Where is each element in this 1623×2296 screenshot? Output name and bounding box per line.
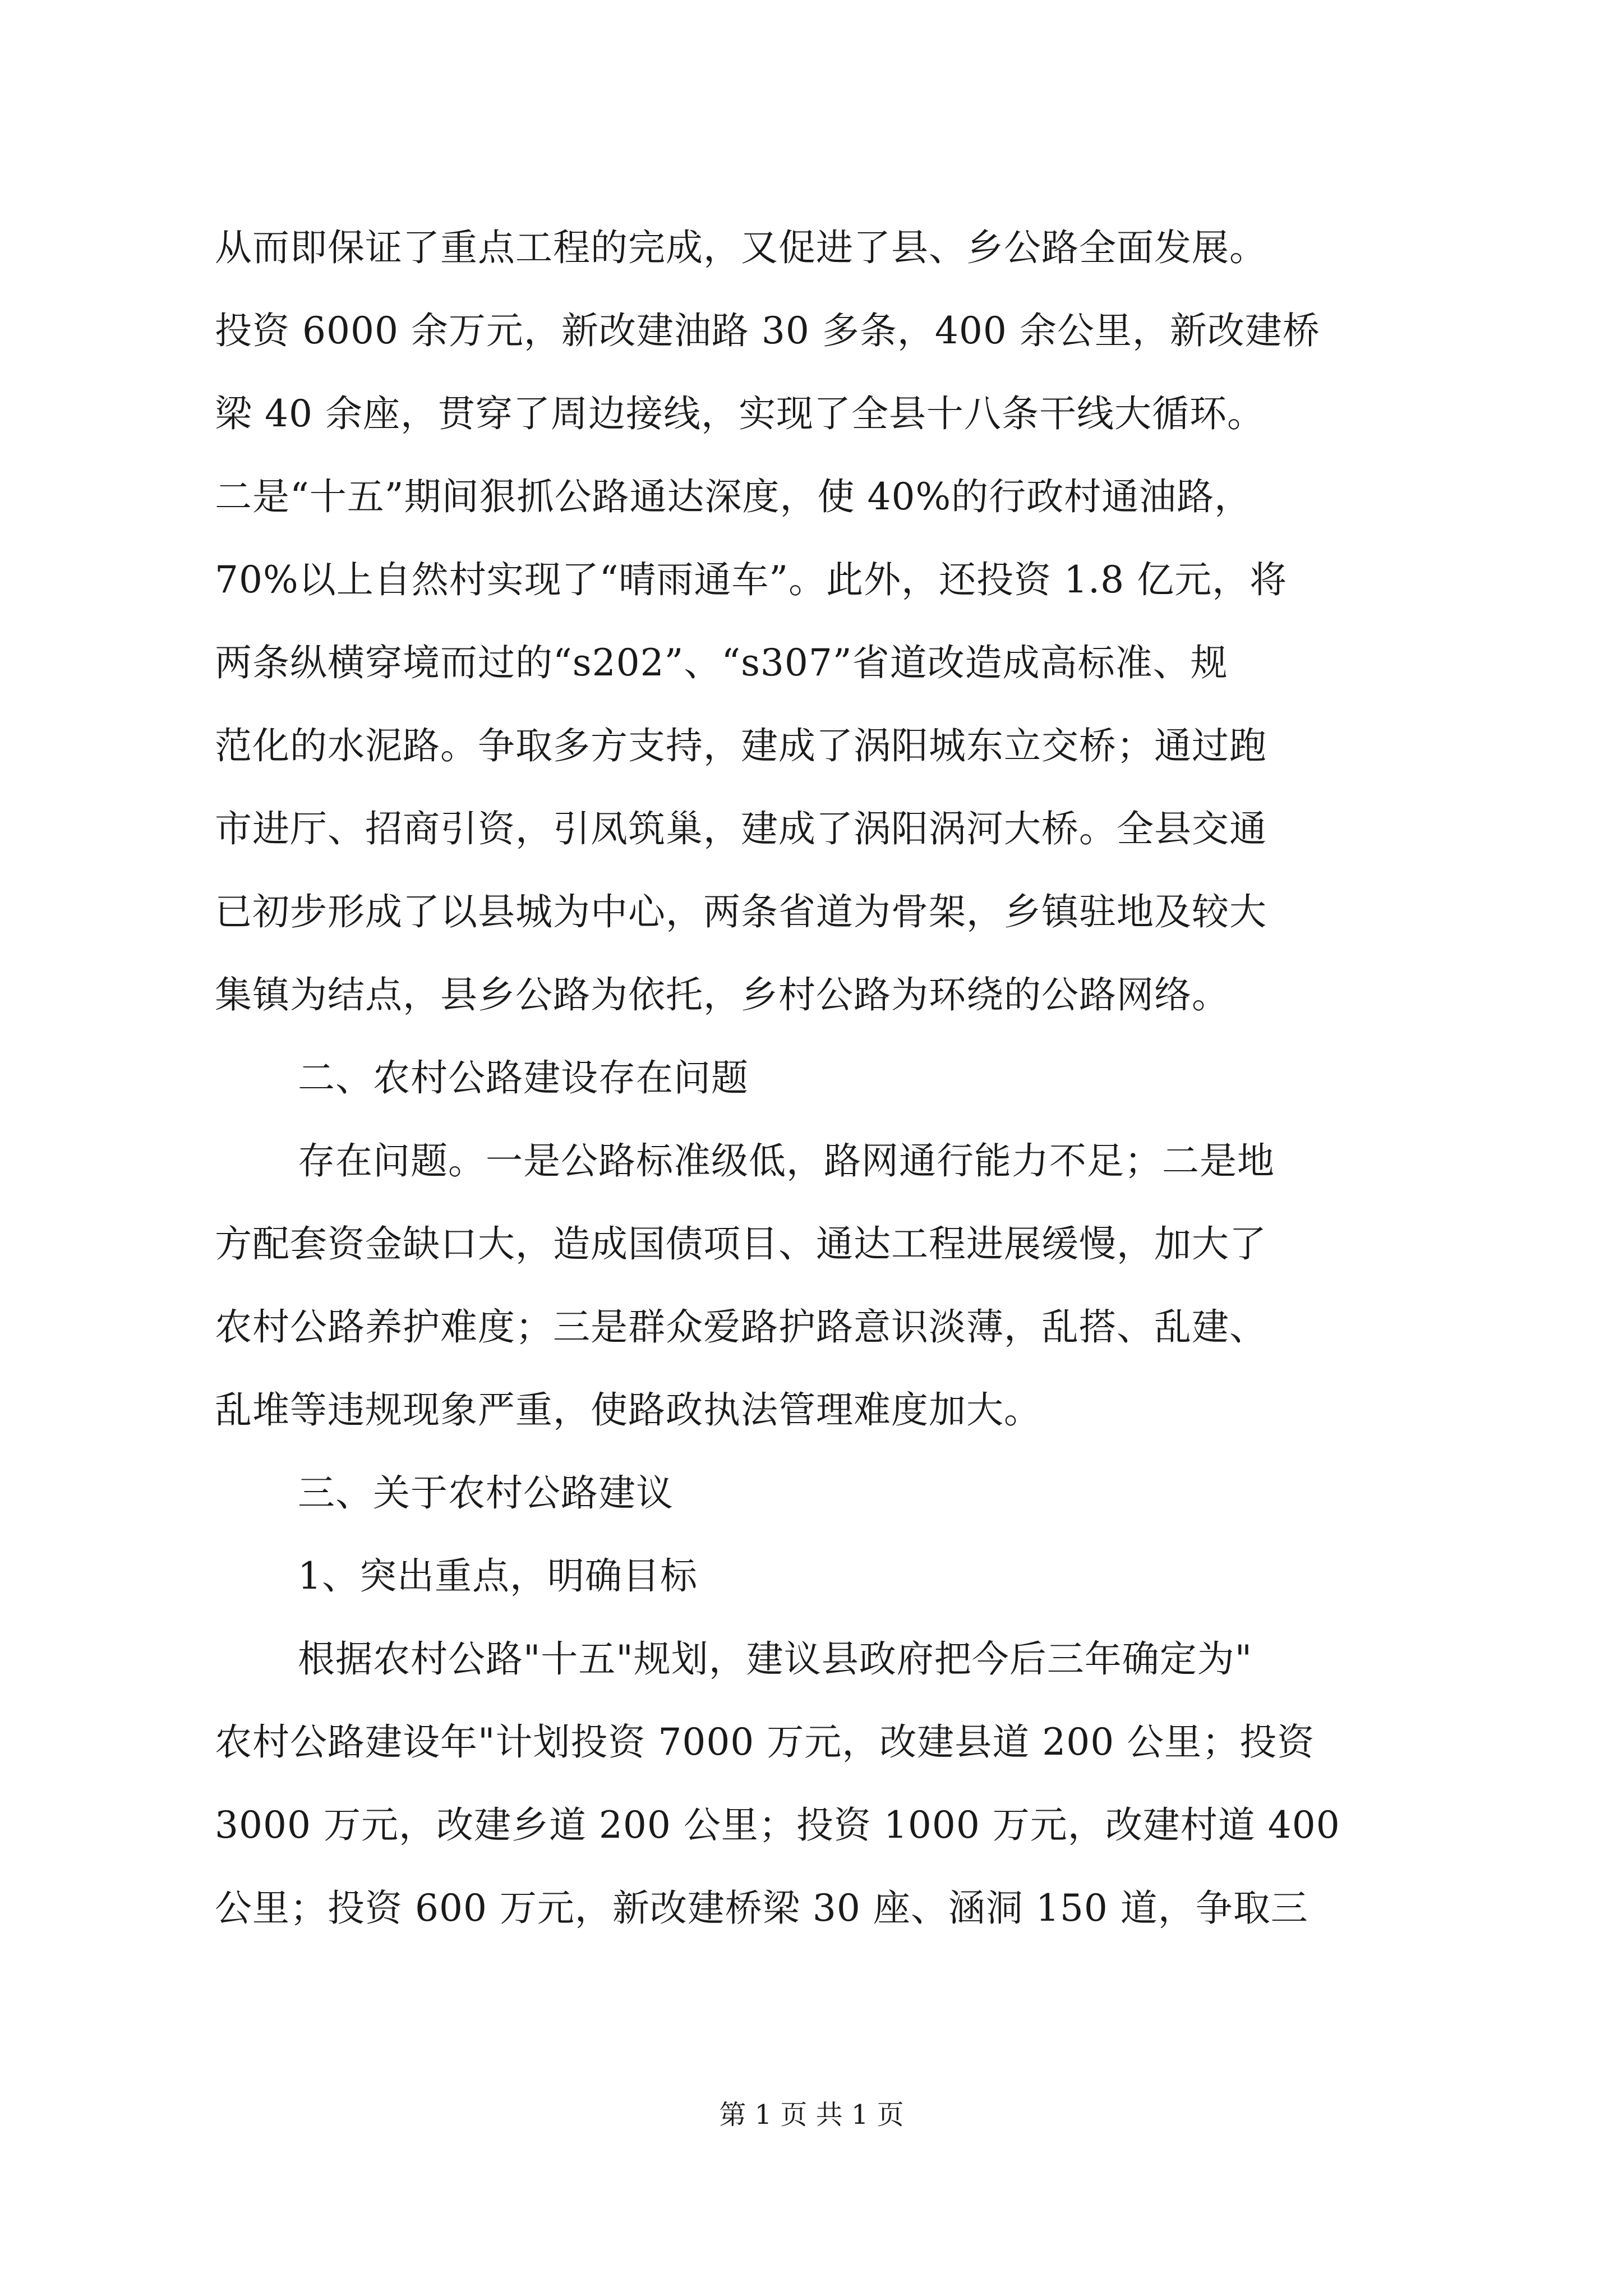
body-line: 已初步形成了以县城为中心，两条省道为骨架，乡镇驻地及较大 xyxy=(215,890,1267,933)
body-line: 农村公路养护难度；三是群众爱路护路意识淡薄，乱搭、乱建、 xyxy=(215,1305,1267,1349)
page-footer xyxy=(0,2095,1623,2134)
body-line: 范化的水泥路。争取多方支持，建成了涡阳城东立交桥；通过跑 xyxy=(215,724,1267,767)
body-line: 公里；投资 600 万元，新改建桥梁 30 座、涵洞 150 道，争取三 xyxy=(215,1887,1308,1930)
page-number-label: 第 1 页 共 1 页 xyxy=(719,2099,904,2131)
body-line: 从而即保证了重点工程的完成，又促进了县、乡公路全面发展。 xyxy=(215,226,1267,269)
body-line: 梁 40 余座，贯穿了周边接线，实现了全县十八条干线大循环。 xyxy=(215,392,1265,435)
subheading-1: 1、突出重点，明确目标 xyxy=(298,1554,698,1598)
section-heading-3: 三、关于农村公路建议 xyxy=(298,1471,674,1515)
body-line: 市进厅、招商引资，引凤筑巢，建成了涡阳涡河大桥。全县交通 xyxy=(215,807,1267,850)
body-line: 二是“十五”期间狠抓公路通达深度，使 40%的行政村通油路， xyxy=(215,475,1252,518)
body-line: 投资 6000 余万元，新改建油路 30 多条，400 余公里，新改建桥 xyxy=(215,309,1320,352)
body-line: 乱堆等违规现象严重，使路政执法管理难度加大。 xyxy=(215,1388,1041,1432)
body-line: 70%以上自然村实现了“晴雨通车”。此外，还投资 1.8 亿元，将 xyxy=(215,558,1288,601)
body-line: 集镇为结点，县乡公路为依托，乡村公路为环绕的公路网络。 xyxy=(215,973,1229,1016)
section-heading-2: 二、农村公路建设存在问题 xyxy=(298,1056,749,1099)
paragraph-start: 存在问题。一是公路标准级低，路网通行能力不足；二是地 xyxy=(298,1139,1275,1182)
body-line: 两条纵横穿境而过的“s202”、“s307”省道改造成高标准、规 xyxy=(215,641,1228,684)
body-line: 方配套资金缺口大，造成国债项目、通达工程进展缓慢，加大了 xyxy=(215,1222,1267,1266)
body-line: 农村公路建设年"计划投资 7000 万元，改建县道 200 公里；投资 xyxy=(215,1720,1315,1764)
body-line: 3000 万元，改建乡道 200 公里；投资 1000 万元，改建村道 400 xyxy=(215,1803,1340,1847)
paragraph-start: 根据农村公路"十五"规划，建议县政府把今后三年确定为" xyxy=(298,1637,1253,1681)
document-body xyxy=(215,206,1426,1950)
